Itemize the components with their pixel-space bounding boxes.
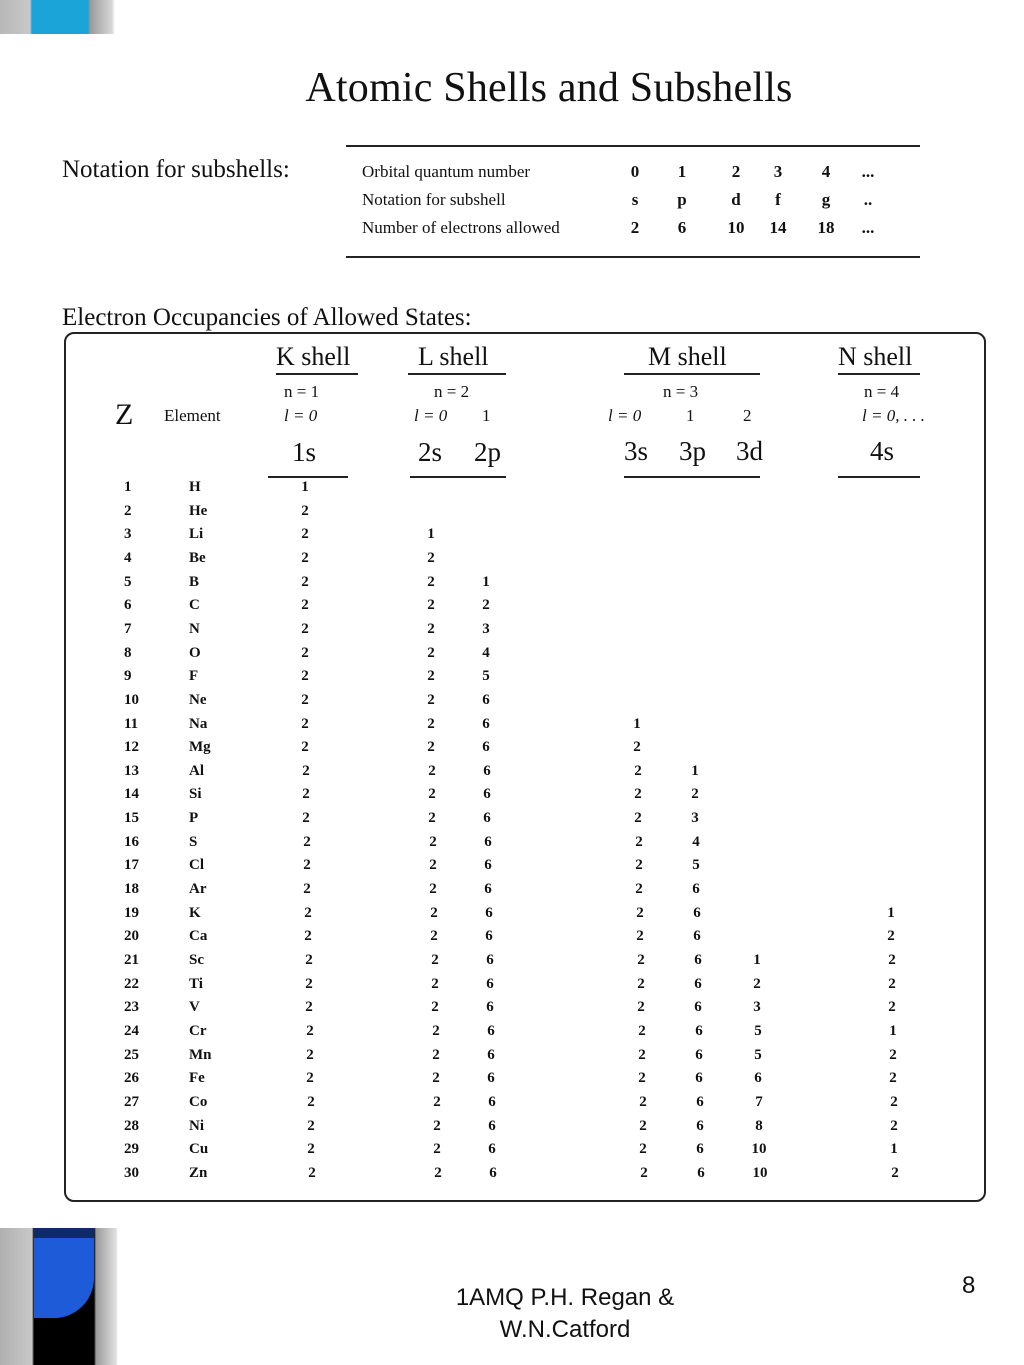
occupancy-cell-2p: 6 bbox=[482, 691, 490, 708]
table-row bbox=[0, 503, 1024, 525]
occupancy-cell-2p: 6 bbox=[486, 952, 494, 968]
element-symbol-cell: H bbox=[189, 479, 201, 495]
occupancy-cell-3d: 5 bbox=[754, 1022, 762, 1039]
occupancy-cell-1s: 2 bbox=[307, 1117, 315, 1134]
notation-value: 14 bbox=[769, 218, 787, 237]
occupancy-cell-3s: 2 bbox=[636, 928, 644, 945]
atomic-number-cell: 27 bbox=[124, 1093, 139, 1110]
occupancy-cell-1s: 2 bbox=[301, 573, 309, 590]
occupancy-cell-3p: 6 bbox=[695, 1070, 703, 1087]
element-symbol-cell: Sc bbox=[189, 952, 204, 968]
occupancy-cell-2p: 6 bbox=[483, 786, 491, 803]
notation-row-label: Orbital quantum number bbox=[362, 162, 531, 181]
notation-value: ... bbox=[861, 162, 875, 181]
element-symbol-cell: K bbox=[189, 904, 201, 921]
atomic-number-cell: 23 bbox=[124, 999, 139, 1016]
occupancy-cell-2p: 6 bbox=[485, 928, 493, 945]
table-row bbox=[0, 881, 1024, 903]
occupancy-cell-4s: 2 bbox=[889, 1046, 897, 1063]
atomic-number-cell: 15 bbox=[124, 810, 139, 827]
occupancy-cell-1s: 2 bbox=[307, 1093, 315, 1110]
element-symbol-cell: Si bbox=[189, 786, 202, 803]
m-shell-l2: 2 bbox=[743, 406, 752, 425]
occupancy-cell-3s: 2 bbox=[635, 881, 643, 898]
occupancy-cell-2p: 6 bbox=[482, 739, 490, 756]
atomic-number-cell: 29 bbox=[124, 1141, 139, 1158]
table-row bbox=[0, 1047, 1024, 1069]
occupancy-cell-3p: 6 bbox=[695, 1046, 703, 1063]
occupancy-cell-2p: 2 bbox=[482, 597, 490, 614]
k-shell-n: n = 1 bbox=[284, 382, 320, 401]
occupancy-cell-3s: 1 bbox=[633, 715, 641, 732]
element-symbol-cell: S bbox=[189, 833, 198, 850]
page-number: 8 bbox=[962, 1272, 976, 1299]
element-symbol-cell: He bbox=[189, 502, 208, 519]
atomic-number-cell: 25 bbox=[124, 1046, 139, 1063]
table-row bbox=[0, 1094, 1024, 1116]
table-row bbox=[0, 976, 1024, 998]
occupancy-cell-3s: 2 bbox=[633, 739, 641, 756]
occupancy-cell-1s: 2 bbox=[303, 857, 311, 874]
atomic-number-cell: 5 bbox=[124, 573, 132, 590]
occupancy-cell-4s: 2 bbox=[889, 1070, 897, 1087]
notation-value: 2 bbox=[630, 218, 640, 237]
element-symbol-cell: Cr bbox=[189, 1022, 207, 1039]
element-symbol-cell: Fe bbox=[189, 1070, 205, 1087]
element-symbol-cell: Mg bbox=[189, 739, 211, 756]
atomic-number-cell: 17 bbox=[124, 857, 139, 874]
occupancy-cell-3d: 10 bbox=[752, 1164, 768, 1181]
occupancy-cell-3d: 5 bbox=[754, 1046, 762, 1063]
element-symbol-cell: P bbox=[189, 810, 199, 827]
notation-value: f bbox=[775, 190, 781, 209]
notation-value: .. bbox=[863, 190, 873, 209]
occupancy-cell-2s: 2 bbox=[432, 1022, 440, 1039]
notation-value: 6 bbox=[677, 218, 687, 237]
element-symbol-cell: Cu bbox=[189, 1141, 209, 1158]
occupancy-cell-1s: 2 bbox=[301, 715, 309, 732]
occupancy-cell-2s: 2 bbox=[428, 810, 436, 827]
atomic-number-cell: 9 bbox=[124, 668, 132, 685]
occupancy-cell-4s: 2 bbox=[888, 952, 896, 968]
occupancy-cell-3s: 2 bbox=[638, 1070, 646, 1087]
occupancy-cell-3s: 2 bbox=[639, 1141, 647, 1158]
occupancy-cell-3p: 4 bbox=[692, 833, 700, 850]
occupancy-cell-2p: 6 bbox=[485, 904, 493, 921]
atomic-number-cell: 6 bbox=[124, 597, 132, 614]
occupancy-cell-2s: 2 bbox=[432, 1046, 440, 1063]
occupancy-cell-3d: 1 bbox=[753, 952, 761, 968]
element-symbol-cell: Co bbox=[189, 1093, 208, 1110]
occupancy-cell-2s: 2 bbox=[432, 1070, 440, 1087]
occupancy-cell-3s: 2 bbox=[637, 952, 645, 968]
occupancy-cell-4s: 2 bbox=[888, 999, 896, 1016]
atomic-number-cell: 28 bbox=[124, 1117, 139, 1134]
occupancy-cell-3s: 2 bbox=[639, 1117, 647, 1134]
element-symbol-cell: Li bbox=[189, 526, 204, 543]
notation-value: 3 bbox=[773, 162, 783, 181]
table-row bbox=[0, 479, 1024, 501]
occupancy-cell-2p: 6 bbox=[487, 1022, 495, 1039]
subshell-3p: 3p bbox=[679, 436, 706, 466]
occupancy-cell-2s: 2 bbox=[427, 691, 435, 708]
occupancy-cell-2s: 2 bbox=[434, 1164, 442, 1181]
atomic-number-cell: 14 bbox=[124, 786, 139, 803]
table-row bbox=[0, 597, 1024, 619]
subshell-2p: 2p bbox=[474, 437, 501, 467]
element-symbol-cell: Zn bbox=[189, 1164, 208, 1181]
occupancy-section-label: Electron Occupancies of Allowed States: bbox=[62, 304, 472, 331]
atomic-number-cell: 13 bbox=[124, 762, 139, 779]
occupancy-cell-3s: 2 bbox=[635, 833, 643, 850]
occupancy-cell-1s: 2 bbox=[301, 739, 309, 756]
k-shell-l: l = 0 bbox=[284, 406, 318, 425]
decorative-corner-top bbox=[0, 0, 115, 34]
n-shell-l: l = 0, . . . bbox=[862, 406, 925, 425]
table-row bbox=[0, 834, 1024, 856]
atomic-number-cell: 22 bbox=[124, 975, 139, 992]
element-column-header: Element bbox=[164, 406, 221, 425]
n-shell-header: N shell bbox=[838, 342, 913, 371]
footer-credit: 1AMQ P.H. Regan & W.N.Catford bbox=[455, 1284, 675, 1343]
table-row bbox=[0, 786, 1024, 808]
m-shell-l0: l = 0 bbox=[608, 406, 642, 425]
m-shell-header: M shell bbox=[648, 342, 727, 371]
occupancy-cell-3p: 5 bbox=[692, 857, 700, 874]
occupancy-cell-3s: 2 bbox=[637, 999, 645, 1016]
occupancy-cell-1s: 2 bbox=[305, 975, 313, 992]
occupancy-cell-4s: 1 bbox=[889, 1022, 897, 1039]
table-row bbox=[0, 763, 1024, 785]
occupancy-cell-2s: 1 bbox=[427, 526, 435, 543]
occupancy-cell-1s: 2 bbox=[305, 952, 313, 968]
occupancy-cell-1s: 2 bbox=[306, 1022, 314, 1039]
element-symbol-cell: N bbox=[189, 620, 200, 637]
occupancy-cell-1s: 2 bbox=[301, 526, 309, 543]
occupancy-cell-2p: 6 bbox=[488, 1093, 496, 1110]
notation-row-label: Notation for subshell bbox=[362, 190, 506, 209]
occupancy-cell-3p: 6 bbox=[692, 881, 700, 898]
occupancy-cell-3s: 2 bbox=[638, 1022, 646, 1039]
notation-value: s bbox=[631, 190, 639, 209]
occupancy-cell-3s: 2 bbox=[634, 762, 642, 779]
occupancy-cell-3d: 2 bbox=[753, 975, 761, 992]
occupancy-cell-2s: 2 bbox=[429, 881, 437, 898]
occupancy-cell-1s: 2 bbox=[303, 881, 311, 898]
occupancy-cell-3p: 6 bbox=[694, 952, 702, 968]
n-shell-n: n = 4 bbox=[864, 382, 900, 401]
atomic-number-cell: 12 bbox=[124, 739, 139, 756]
table-row bbox=[0, 928, 1024, 950]
occupancy-cell-2p: 6 bbox=[487, 1046, 495, 1063]
occupancy-cell-1s: 2 bbox=[308, 1164, 316, 1181]
occupancy-cell-2p: 1 bbox=[482, 573, 490, 590]
subshell-4s: 4s bbox=[870, 436, 895, 466]
occupancy-cell-3d: 7 bbox=[755, 1093, 763, 1110]
occupancy-cell-2p: 5 bbox=[482, 668, 490, 685]
occupancy-cell-3p: 6 bbox=[696, 1117, 704, 1134]
notation-bottom-rule bbox=[346, 256, 920, 258]
element-symbol-cell: Mn bbox=[189, 1046, 212, 1063]
l-shell-n: n = 2 bbox=[434, 382, 470, 401]
occupancy-cell-2p: 6 bbox=[482, 715, 490, 732]
occupancy-cell-1s: 2 bbox=[304, 928, 312, 945]
element-symbol-cell: Na bbox=[189, 715, 208, 732]
occupancy-cell-4s: 1 bbox=[887, 904, 895, 921]
notation-value: d bbox=[731, 190, 741, 209]
table-row bbox=[0, 1141, 1024, 1163]
k-shell-header: K shell bbox=[276, 342, 351, 371]
table-row bbox=[0, 952, 1024, 974]
atomic-number-cell: 1 bbox=[124, 479, 132, 495]
element-symbol-cell: Al bbox=[189, 762, 204, 779]
occupancy-cell-2p: 6 bbox=[488, 1141, 496, 1158]
l-shell-header: L shell bbox=[418, 342, 489, 371]
occupancy-cell-3d: 3 bbox=[753, 999, 761, 1016]
table-row bbox=[0, 550, 1024, 572]
notation-row-label: Number of electrons allowed bbox=[362, 218, 560, 237]
subshell-3d: 3d bbox=[736, 436, 763, 466]
table-row bbox=[0, 905, 1024, 927]
atomic-number-cell: 20 bbox=[124, 928, 139, 945]
occupancy-cell-1s: 2 bbox=[301, 691, 309, 708]
occupancy-cell-2s: 2 bbox=[427, 597, 435, 614]
element-symbol-cell: B bbox=[189, 573, 200, 590]
l-shell-l1: 1 bbox=[482, 406, 491, 425]
occupancy-cell-3p: 6 bbox=[693, 928, 701, 945]
occupancy-cell-2p: 6 bbox=[484, 833, 492, 850]
element-symbol-cell: Ar bbox=[189, 881, 207, 898]
table-row bbox=[0, 668, 1024, 690]
occupancy-cell-4s: 1 bbox=[890, 1141, 898, 1158]
element-symbol-cell: Ne bbox=[189, 691, 207, 708]
occupancy-cell-1s: 2 bbox=[301, 620, 309, 637]
table-row bbox=[0, 621, 1024, 643]
element-symbol-cell: O bbox=[189, 644, 201, 661]
notation-value: 0 bbox=[630, 162, 640, 181]
occupancy-cell-3s: 2 bbox=[636, 904, 644, 921]
occupancy-cell-2s: 2 bbox=[430, 928, 438, 945]
subshell-1s: 1s bbox=[292, 437, 317, 467]
subshell-2s: 2s bbox=[418, 437, 443, 467]
page-title: Atomic Shells and Subshells bbox=[305, 65, 793, 111]
occupancy-cell-4s: 2 bbox=[890, 1093, 898, 1110]
occupancy-cell-2p: 6 bbox=[486, 975, 494, 992]
occupancy-cell-3s: 2 bbox=[635, 857, 643, 874]
occupancy-cell-2s: 2 bbox=[429, 833, 437, 850]
occupancy-cell-3p: 6 bbox=[696, 1093, 704, 1110]
occupancy-cell-3s: 2 bbox=[640, 1164, 648, 1181]
m-shell-n: n = 3 bbox=[663, 382, 699, 401]
occupancy-cell-3p: 6 bbox=[696, 1141, 704, 1158]
occupancy-cell-2s: 2 bbox=[428, 762, 436, 779]
notation-top-rule bbox=[346, 145, 920, 147]
occupancy-cell-2s: 2 bbox=[431, 952, 439, 968]
occupancy-cell-2s: 2 bbox=[430, 904, 438, 921]
occupancy-cell-2p: 6 bbox=[489, 1164, 497, 1181]
occupancy-cell-2s: 2 bbox=[428, 786, 436, 803]
atomic-number-cell: 30 bbox=[124, 1164, 139, 1181]
occupancy-cell-3s: 2 bbox=[638, 1046, 646, 1063]
occupancy-cell-4s: 2 bbox=[891, 1164, 899, 1181]
element-symbol-cell: Ti bbox=[189, 975, 203, 992]
occupancy-cell-4s: 2 bbox=[888, 975, 896, 992]
atomic-number-cell: 7 bbox=[124, 620, 132, 637]
occupancy-cell-3p: 1 bbox=[691, 762, 699, 779]
atomic-number-cell: 24 bbox=[124, 1022, 139, 1039]
table-row bbox=[0, 692, 1024, 714]
occupancy-cell-3d: 8 bbox=[755, 1117, 763, 1134]
atomic-number-cell: 19 bbox=[124, 904, 139, 921]
element-symbol-cell: F bbox=[189, 668, 199, 685]
occupancy-cell-2s: 2 bbox=[429, 857, 437, 874]
occupancy-cell-2s: 2 bbox=[431, 975, 439, 992]
notation-value: 10 bbox=[727, 218, 745, 237]
element-symbol-cell: Be bbox=[189, 549, 206, 566]
occupancy-cell-2p: 6 bbox=[486, 999, 494, 1016]
table-row bbox=[0, 1070, 1024, 1092]
table-row bbox=[0, 1165, 1024, 1187]
atomic-number-cell: 8 bbox=[124, 644, 132, 661]
occupancy-cell-3p: 2 bbox=[691, 786, 699, 803]
notation-value: ... bbox=[861, 218, 875, 237]
occupancy-cell-3s: 2 bbox=[637, 975, 645, 992]
occupancy-cell-2p: 6 bbox=[484, 857, 492, 874]
atomic-number-cell: 2 bbox=[124, 502, 132, 519]
occupancy-cell-2s: 2 bbox=[427, 549, 435, 566]
notation-value: 4 bbox=[821, 162, 831, 181]
occupancy-cell-1s: 2 bbox=[301, 549, 309, 566]
element-symbol-cell: Ca bbox=[189, 928, 208, 945]
table-row bbox=[0, 1023, 1024, 1045]
occupancy-cell-3p: 3 bbox=[691, 810, 699, 827]
notation-value: p bbox=[677, 190, 687, 209]
atomic-number-cell: 3 bbox=[124, 526, 132, 543]
occupancy-cell-2s: 2 bbox=[427, 739, 435, 756]
occupancy-cell-1s: 1 bbox=[301, 479, 309, 495]
element-symbol-cell: Ni bbox=[189, 1117, 204, 1134]
occupancy-cell-2p: 4 bbox=[482, 644, 490, 661]
table-row bbox=[0, 716, 1024, 738]
occupancy-cell-3d: 10 bbox=[751, 1141, 767, 1158]
occupancy-cell-1s: 2 bbox=[302, 810, 310, 827]
table-row bbox=[0, 645, 1024, 667]
notation-value: 2 bbox=[731, 162, 741, 181]
occupancy-cell-3p: 6 bbox=[695, 1022, 703, 1039]
occupancy-cell-3p: 6 bbox=[693, 904, 701, 921]
occupancy-cell-2s: 2 bbox=[433, 1093, 441, 1110]
l-shell-l0: l = 0 bbox=[414, 406, 448, 425]
decorative-corner-bottom bbox=[0, 1228, 118, 1365]
occupancy-cell-1s: 2 bbox=[301, 597, 309, 614]
notation-value: g bbox=[821, 190, 831, 209]
occupancy-cell-1s: 2 bbox=[307, 1141, 315, 1158]
occupancy-cell-3p: 6 bbox=[694, 975, 702, 992]
occupancy-cell-2s: 2 bbox=[427, 668, 435, 685]
m-shell-l1: 1 bbox=[686, 406, 695, 425]
occupancy-cell-2s: 2 bbox=[427, 715, 435, 732]
occupancy-cell-3d: 6 bbox=[754, 1070, 762, 1087]
table-row bbox=[0, 810, 1024, 832]
occupancy-cell-2p: 6 bbox=[488, 1117, 496, 1134]
occupancy-cell-3p: 6 bbox=[694, 999, 702, 1016]
element-symbol-cell: Cl bbox=[189, 857, 204, 874]
z-column-header: Z bbox=[115, 398, 134, 431]
table-row bbox=[0, 857, 1024, 879]
table-row bbox=[0, 1118, 1024, 1140]
element-symbol-cell: C bbox=[189, 597, 200, 614]
occupancy-cell-3s: 2 bbox=[634, 810, 642, 827]
occupancy-cell-2p: 6 bbox=[483, 762, 491, 779]
occupancy-cell-1s: 2 bbox=[302, 762, 310, 779]
atomic-number-cell: 4 bbox=[124, 549, 132, 566]
atomic-number-cell: 16 bbox=[124, 833, 139, 850]
table-row bbox=[0, 739, 1024, 761]
table-row bbox=[0, 999, 1024, 1021]
table-row bbox=[0, 574, 1024, 596]
occupancy-cell-2s: 2 bbox=[433, 1141, 441, 1158]
atomic-number-cell: 10 bbox=[124, 691, 139, 708]
occupancy-cell-3s: 2 bbox=[639, 1093, 647, 1110]
subshell-3s: 3s bbox=[624, 436, 649, 466]
occupancy-cell-4s: 2 bbox=[890, 1117, 898, 1134]
occupancy-cell-1s: 2 bbox=[305, 999, 313, 1016]
occupancy-cell-1s: 2 bbox=[304, 904, 312, 921]
occupancy-cell-1s: 2 bbox=[302, 786, 310, 803]
occupancy-cell-2s: 2 bbox=[433, 1117, 441, 1134]
occupancy-cell-3s: 2 bbox=[634, 786, 642, 803]
occupancy-cell-1s: 2 bbox=[301, 644, 309, 661]
occupancy-cell-1s: 2 bbox=[303, 833, 311, 850]
atomic-number-cell: 11 bbox=[124, 715, 139, 732]
table-row bbox=[0, 526, 1024, 548]
occupancy-cell-2s: 2 bbox=[427, 573, 435, 590]
occupancy-cell-2p: 3 bbox=[482, 620, 490, 637]
atomic-number-cell: 26 bbox=[124, 1070, 139, 1087]
notation-value: 18 bbox=[817, 218, 835, 237]
occupancy-cell-4s: 2 bbox=[887, 928, 895, 945]
occupancy-cell-1s: 2 bbox=[306, 1070, 314, 1087]
element-symbol-cell: V bbox=[189, 999, 200, 1016]
occupancy-cell-2s: 2 bbox=[427, 620, 435, 637]
atomic-number-cell: 18 bbox=[124, 881, 139, 898]
occupancy-cell-1s: 2 bbox=[301, 502, 309, 519]
occupancy-cell-2s: 2 bbox=[427, 644, 435, 661]
occupancy-cell-1s: 2 bbox=[306, 1046, 314, 1063]
notation-section-label: Notation for subshells: bbox=[62, 156, 290, 183]
occupancy-cell-2s: 2 bbox=[431, 999, 439, 1016]
occupancy-cell-2p: 6 bbox=[483, 810, 491, 827]
occupancy-cell-2p: 6 bbox=[487, 1070, 495, 1087]
atomic-number-cell: 21 bbox=[124, 952, 139, 968]
occupancy-cell-1s: 2 bbox=[301, 668, 309, 685]
occupancy-cell-3p: 6 bbox=[697, 1164, 705, 1181]
occupancy-cell-2p: 6 bbox=[484, 881, 492, 898]
notation-value: 1 bbox=[677, 162, 687, 181]
